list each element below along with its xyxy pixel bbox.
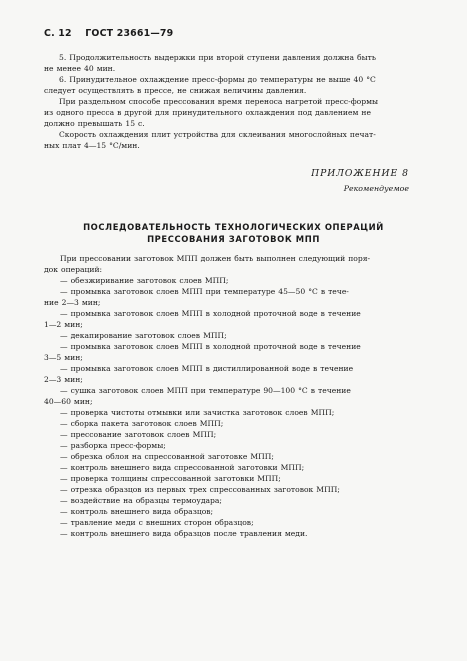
list-item: — травление меди с внешних сторон образцов;: [60, 518, 254, 527]
list-item: — отрезка образцов из первых трех спрессованных заготовок МПП;: [60, 485, 340, 494]
list-item: — прессование заготовок слоев МПП;: [60, 430, 217, 439]
list-item: — проверка толщины спрессованной заготовки МПП;: [60, 474, 281, 483]
list-item-cont: 3—5 мин;: [44, 353, 83, 362]
list-item: — декапирование заготовок слоев МПП;: [60, 331, 227, 340]
list-item: — обезжиривание заготовок слоев МПП;: [60, 276, 229, 285]
list-item: — обрезка облоя на спрессованной заготовке МПП;: [60, 452, 274, 461]
list-item: — промывка заготовок слоев МПП в дистиллированной воде в течение: [60, 364, 354, 373]
list-item: — контроль внешнего вида образцов после травления меди.: [60, 529, 308, 538]
list-item: — промывка заготовок слоев МПП в холодной проточной воде в течение: [60, 309, 361, 318]
intro-line: При раздельном способе прессования время переноса нагретой пресс-формы: [59, 97, 379, 106]
intro-line: Скорость охлаждения плит устройства для склеивания многослойных печат-: [59, 130, 376, 139]
section-title-line: ПРЕССОВАНИЯ ЗАГОТОВОК МПП: [147, 234, 320, 244]
intro-line: 6. Принудительное охлаждение пресс-формы до температуры не выше 40 °С: [59, 75, 376, 84]
intro-line: должно превышать 15 с.: [44, 119, 145, 128]
list-item-cont: 1—2 мин;: [44, 320, 83, 329]
list-item: — воздействие на образцы термоудара;: [60, 496, 222, 505]
intro-line: 5. Продолжительность выдержки при второй ступени давления должна быть: [59, 53, 376, 62]
list-item: — разборка пресс-формы;: [60, 441, 166, 450]
page-number: С. 12: [44, 28, 72, 39]
list-item: — сушка заготовок слоев МПП при температуре 90—100 °С в течение: [60, 386, 351, 395]
appendix-label: ПРИЛОЖЕНИЕ 8: [311, 168, 409, 179]
intro-line: из одного пресса в другой для принудительного охлаждения под давлением не: [44, 108, 371, 117]
list-item: — промывка заготовок слоев МПП в холодной проточной воде в течение: [60, 342, 361, 351]
list-item: — сборка пакета заготовок слоев МПП;: [60, 419, 224, 428]
list-item: — проверка чистоты отмывки или зачистка заготовок слоев МПП;: [60, 408, 335, 417]
section-title-line: ПОСЛЕДОВАТЕЛЬНОСТЬ ТЕХНОЛОГИЧЕСКИХ ОПЕРАЦИЙ: [83, 222, 384, 232]
appendix-status: Рекомендуемое: [343, 184, 409, 193]
list-item-cont: ние 2—3 мин;: [44, 298, 101, 307]
page-header: [44, 28, 173, 39]
list-item: — контроль внешнего вида образцов;: [60, 507, 214, 516]
body-line: док операций:: [44, 265, 103, 274]
intro-line: ных плат 4—15 °С/мин.: [44, 141, 140, 150]
list-item-cont: 40—60 мин;: [44, 397, 93, 406]
list-item-cont: 2—3 мин;: [44, 375, 83, 384]
intro-line: не менее 40 мин.: [44, 64, 116, 73]
standard-code: ГОСТ 23661—79: [85, 28, 174, 39]
list-item: — промывка заготовок слоев МПП при температуре 45—50 °С в тече-: [60, 287, 349, 296]
body-line: При прессовании заготовок МПП должен быть выполнен следующий поря-: [60, 254, 371, 263]
list-item: — контроль внешнего вида спрессованной заготовки МПП;: [60, 463, 305, 472]
intro-line: следует осуществлять в прессе, не снижая величины давления.: [44, 86, 307, 95]
